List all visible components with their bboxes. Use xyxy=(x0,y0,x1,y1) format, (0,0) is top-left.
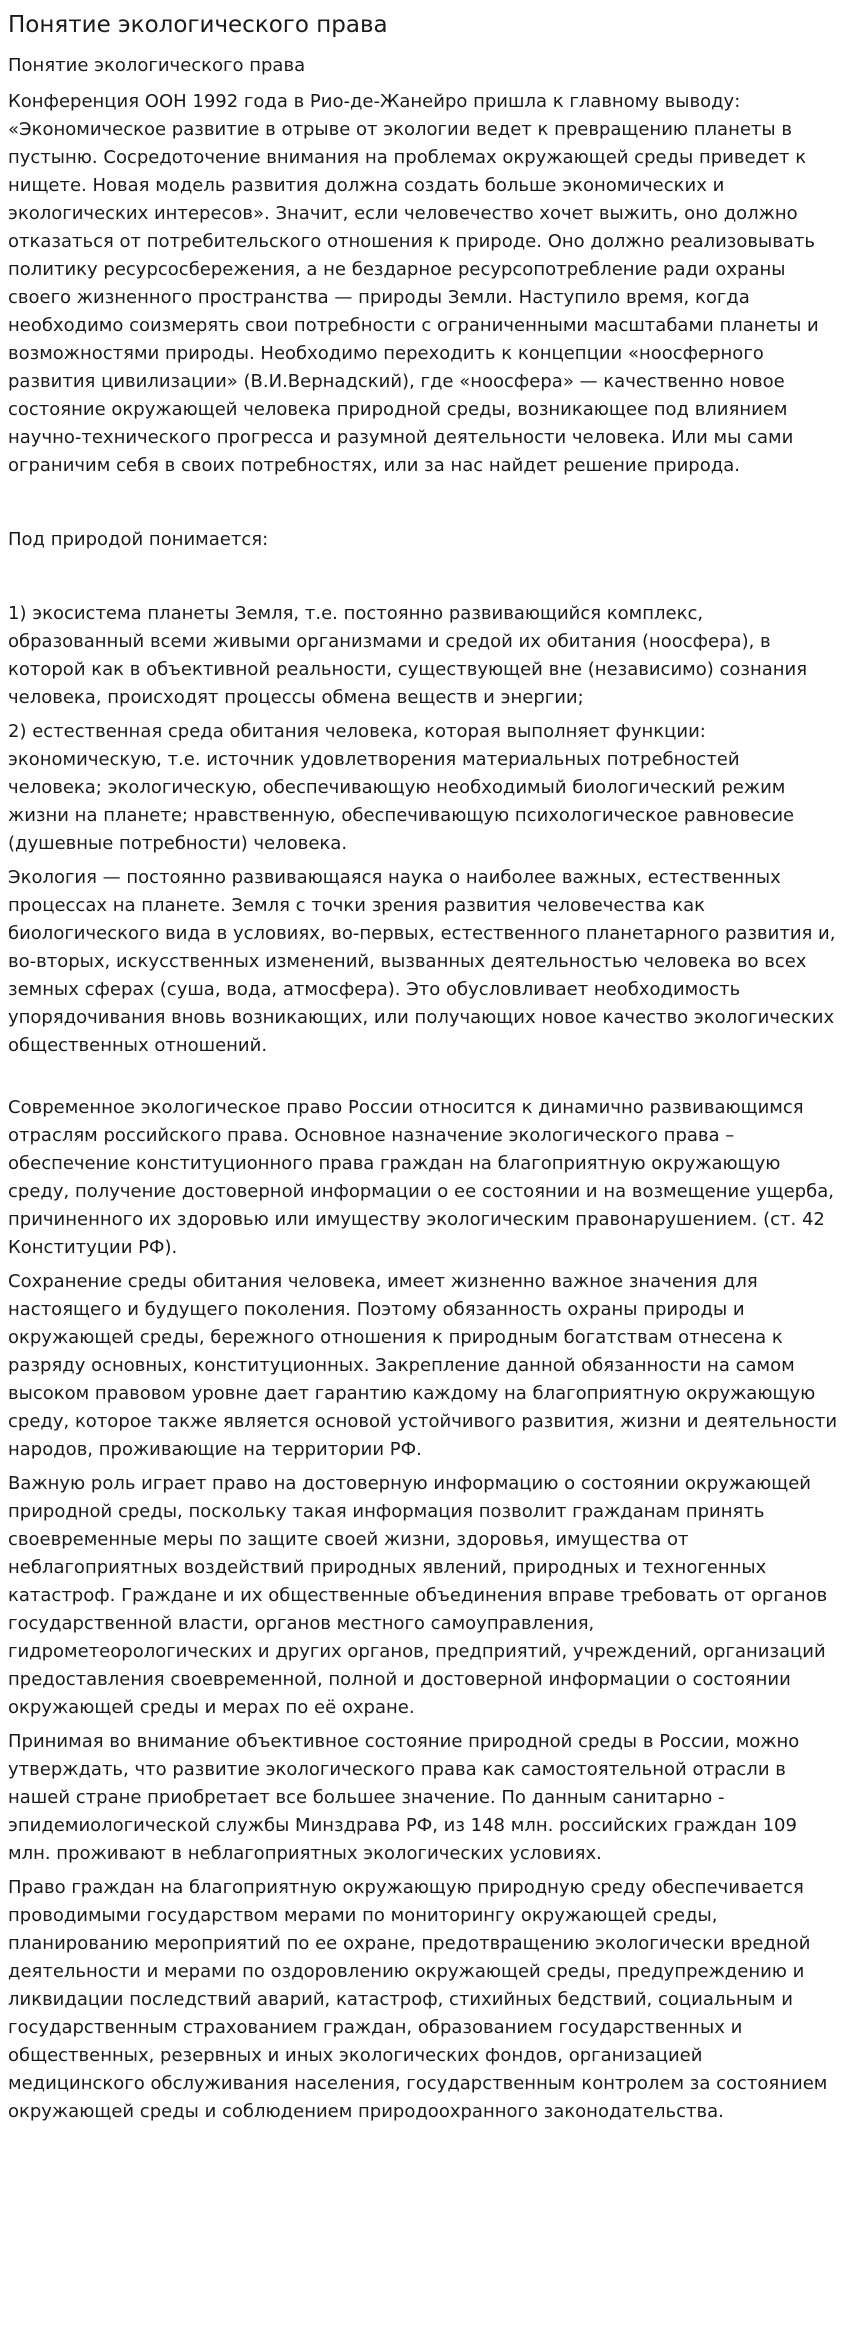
paragraph-right-provision: Право граждан на благоприятную окружающую природную среду обеспечивается проводимыми государством мерами по мониторингу окружающей среды, планированию мероприятий по ее охране, предотвращению экологически вредной деятельности и мерами по оздоровлению окружающей среды, предупреждению и ликвидации последствий аварий, катастроф, стихийных бедствий, социальным и государственным страхованием граждан, образованием государственных и общественных, резервных и иных экологических фондов, организацией медицинского обслуживания населения, государственным контролем за состоянием окружающей среды и соблюдением природоохранного законодательства. xyxy=(8,1877,828,2122)
spacer xyxy=(8,560,839,600)
subtitle: Понятие экологического права xyxy=(8,55,306,76)
spacer xyxy=(8,486,839,526)
paragraph-item-1: 1) экосистема планеты Земля, т.е. постоянно развивающийся комплекс, образованный всеми живыми организмами и средой их обитания (ноосфера), в которой как в объективной реальности, существующей вне (независимо) сознания человека, происходят процессы обмена веществ и энергии; xyxy=(8,603,808,708)
paragraph-ecology: Экология — постоянно развивающаяся наука о наиболее важных, естественных процессах на планете. Земля с точки зрения развития человечества как биологического вида в условиях, во-первых, естественного планетарного развития и, во-вторых, искусственных изменений, вызванных деятельностью человека во всех земных сферах (суша, вода, атмосфера). Это обусловливает необходимость упорядочивания вновь возникающих, или получающих новое качество экологических общественных отношений. xyxy=(8,867,836,1056)
paragraph-nature-heading: Под природой понимается: xyxy=(8,529,269,550)
paragraph-preservation: Сохранение среды обитания человека, имеет жизненно важное значения для настоящего и будущего поколения. Поэтому обязанность охраны природы и окружающей среды, бережного отношения к природным богатствам отнесена к разряду основных, конституционных. Закрепление данной обязанности на самом высоком правовом уровне дает гарантию каждому на благоприятную окружающую среду, которое также является основой устойчивого развития, жизни и деятельности народов, проживающие на территории РФ. xyxy=(8,1271,838,1460)
paragraph-significance: Принимая во внимание объективное состояние природной среды в России, можно утверждать, что развитие экологического права как самостоятельной отрасли в нашей стране приобретает все большее значение. По данным санитарно - эпидемиологической службы Минздрава РФ, из 148 млн. российских граждан 109 млн. проживают в неблагоприятных экологических условиях. xyxy=(8,1731,800,1864)
paragraph-item-2: 2) естественная среда обитания человека, которая выполняет функции: экономическую, т.е. источник удовлетворения материальных потребностей человека; экологическую, обеспечивающую необходимый биологический режим жизни на планете; нравственную, обеспечивающую психологическое равновесие (душевные потребности) человека. xyxy=(8,721,795,854)
spacer xyxy=(8,1066,839,1094)
paragraph-modern-law: Современное экологическое право России относится к динамично развивающимся отраслям российского права. Основное назначение экологического права – обеспечение конституционного права граждан на благоприятную окружающую среду, получение достоверной информации о ее состоянии и на возмещение ущерба, причиненного их здоровью или имуществу экологическим правонарушением. (ст. 42 Конституции РФ). xyxy=(8,1097,834,1258)
page-title: Понятие экологического права xyxy=(8,12,388,38)
paragraph-intro: Конференция ООН 1992 года в Рио-де-Жанейро пришла к главному выводу: «Экономическое развитие в отрыве от экологии ведет к превращению планеты в пустыню. Сосредоточение внимания на проблемах окружающей среды приведет к нищете. Новая модель развития должна создать больше экономических и экологических интересов». Значит, если человечество хочет выжить, оно должно отказаться от потребительского отношения к природе. Оно должно реализовывать политику ресурсосбережения, а не бездарное ресурсопотребление ради охраны своего жизненного пространства — природы Земли. Наступило время, когда необходимо соизмерять свои потребности с ограниченными масштабами планеты и возможностями природы. Необходимо переходить к концепции «ноосферного развития цивилизации» (В.И.Вернадский), где «ноосфера» — качественно новое состояние окружающей человека природной среды, возникающее под влиянием научно-технического прогресса и разумной деятельности человека. Или мы сами ограничим себя в своих потребностях, или за нас найдет решение природа. xyxy=(8,91,819,476)
paragraph-information: Важную роль играет право на достоверную информацию о состоянии окружающей природной среды, поскольку такая информация позволит гражданам принять своевременные меры по защите своей жизни, здоровья, имущества от неблагоприятных воздействий природных явлений, природных и техногенных катастроф. Граждане и их общественные объединения вправе требовать от органов государственной власти, органов местного самоуправления, гидрометеорологических и других органов, предприятий, учреждений, организаций предоставления своевременной, полной и достоверной информации о состоянии окружающей среды и мерах по её охране. xyxy=(8,1473,828,1718)
